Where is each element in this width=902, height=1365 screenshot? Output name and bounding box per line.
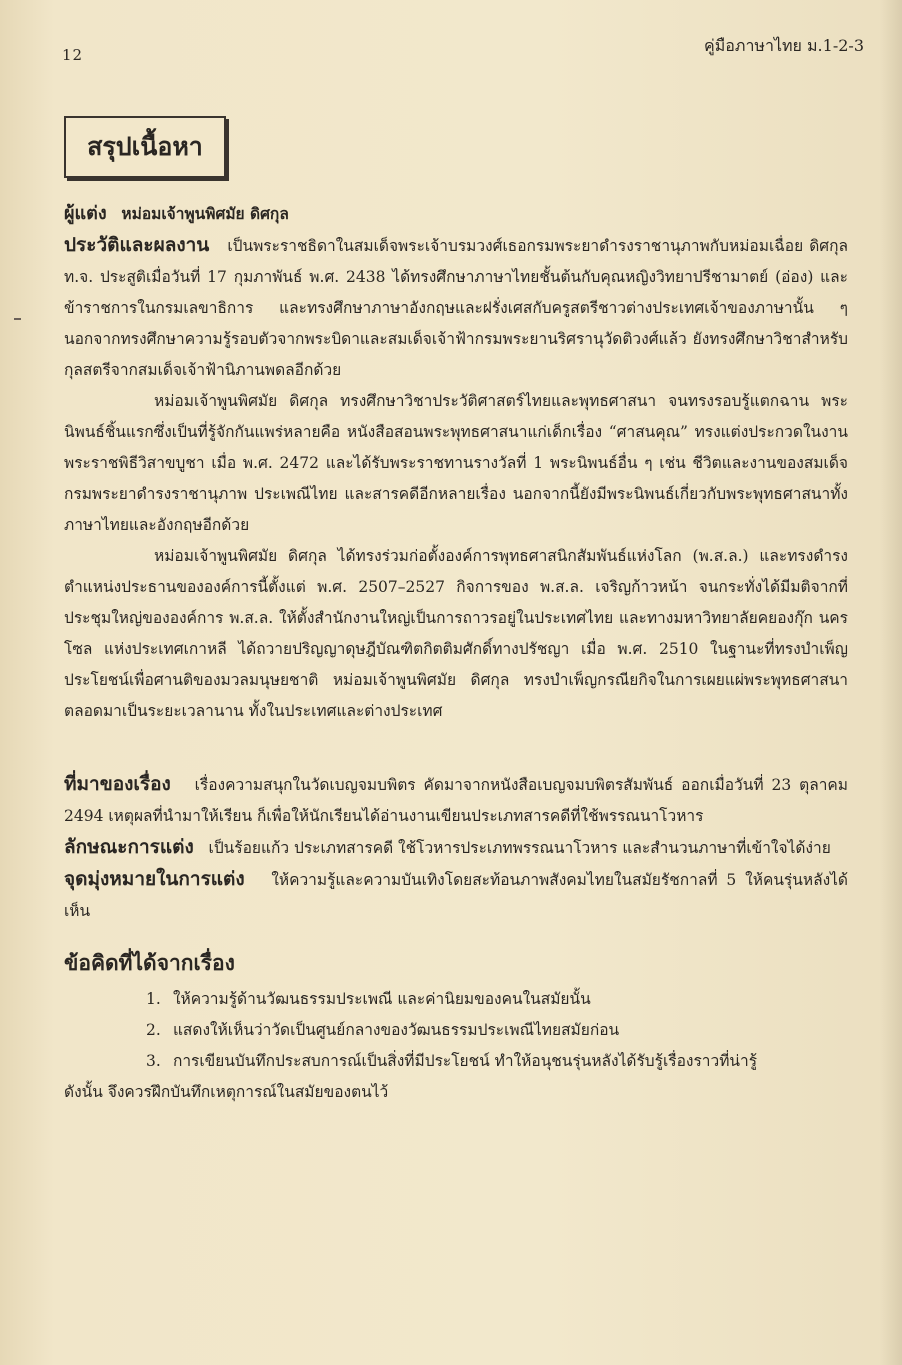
author-name: หม่อมเจ้าพูนพิศมัย ดิศกุล	[121, 204, 289, 223]
purpose-section	[64, 864, 848, 927]
biography-paragraph-3: หม่อมเจ้าพูนพิศมัย ดิศกุล ได้ทรงร่วมก่อตั้งองค์การพุทธศาสนิกสัมพันธ์แห่งโลก (พ.ส.ล.) และทรงดำรงตำแหน่งประธานขององค์การนี้ตั้งแต่ พ.ศ. 2507–2527 กิจการของ พ.ส.ล. เจริญก้าวหน้า จนกระทั่งได้มีมติจากที่ประชุมใหญ่ขององค์การ พ.ส.ล. ให้ตั้งสำนักงานใหญ่เป็นการถาวรอยู่ในประเทศไทย และทางมหาวิทยาลัยคยองกุ๊ก นครโซล แห่งประเทศเกาหลี ได้ถวายปริญญาดุษฎีบัณฑิตกิตติมศักดิ์ทางปรัชญา เมื่อ พ.ศ. 2510 ในฐานะที่ทรงบำเพ็ญประโยชน์เพื่อศานติของมวลมนุษยชาติ หม่อมเจ้าพูนพิศมัย ดิศกุล ทรงบำเพ็ญกรณียกิจในการเผยแผ่พระพุทธศาสนาตลอดมาเป็นระยะเวลานาน ทั้งในประเทศและต่างประเทศ	[64, 547, 848, 720]
lesson-text: ให้ความรู้ด้านวัฒนธรรมประเพณี และค่านิยมของคนในสมัยนั้น	[172, 990, 591, 1008]
lesson-number: 3.	[146, 1052, 161, 1070]
biography-paragraph-2: หม่อมเจ้าพูนพิศมัย ดิศกุล ทรงศึกษาวิชาประวัติศาสตร์ไทยและพุทธศาสนา จนทรงรอบรู้แตกฉาน พระนิพนธ์ชิ้นแรกซึ่งเป็นที่รู้จักกันแพร่หลายคือ หนังสือสอนพระพุทธศาสนาแก่เด็กเรื่อง “ศาสนคุณ” ทรงแต่งประกวดในงานพระราชพิธีวิสาขบูชา เมื่อ พ.ศ. 2472 และได้รับพระราชทานรางวัลที่ 1 พระนิพนธ์อื่น ๆ เช่น ชีวิตและงานของสมเด็จกรมพระยาดำรงราชานุภาพ ประเพณีไทย และสารคดีอีกหลายเรื่อง นอกจากนี้ยังมีพระนิพนธ์เกี่ยวกับพระพุทธศาสนาทั้งภาษาไทยและอังกฤษอีกด้วย	[64, 392, 848, 534]
lesson-item	[64, 984, 848, 1015]
lesson-number: 2.	[146, 1021, 161, 1039]
author-label: ผู้แต่ง	[64, 203, 107, 224]
main-content	[64, 198, 848, 1108]
margin-tick-mark	[14, 318, 21, 320]
lesson-item	[64, 1015, 848, 1046]
lesson-text: แสดงให้เห็นว่าวัดเป็นศูนย์กลางของวัฒนธรรมประเพณีไทยสมัยก่อน	[172, 1021, 620, 1039]
purpose-label: จุดมุ่งหมายในการแต่ง	[64, 868, 245, 890]
section-title: สรุปเนื้อหา	[87, 132, 203, 161]
running-header-book-title: คู่มือภาษาไทย ม.1-2-3	[704, 36, 864, 55]
lessons-closing: ดังนั้น จึงควรฝึกบันทึกเหตุการณ์ในสมัยของตนไว้	[64, 1083, 389, 1101]
lesson-text: การเขียนบันทึกประสบการณ์เป็นสิ่งที่มีประโยชน์ ทำให้อนุชนรุ่นหลังได้รับรู้เรื่องราวที่น่ารู้	[172, 1052, 758, 1070]
page-edge-shadow	[880, 0, 902, 1365]
source-text: เรื่องความสนุกในวัดเบญจมบพิตร คัดมาจากหนังสือเบญจมบพิตรสัมพันธ์ ออกเมื่อวันที่ 23 ตุลาคม 2494 เหตุผลที่นำมาให้เรียน ก็เพื่อให้นักเรียนได้อ่านงานเขียนประเภทสารคดีที่ใช้พรรณนาโวหาร	[64, 776, 848, 825]
section-title-box	[64, 116, 226, 178]
source-label: ที่มาของเรื่อง	[64, 773, 171, 795]
page-number: 12	[62, 46, 84, 64]
style-section	[64, 832, 848, 864]
lessons-list	[64, 984, 848, 1077]
lessons-heading: ข้อคิดที่ได้จากเรื่อง	[64, 950, 235, 975]
source-section	[64, 769, 848, 832]
author-line	[64, 198, 848, 230]
biography-paragraph-1	[64, 230, 848, 386]
biography-label: ประวัติและผลงาน	[64, 234, 210, 256]
biography-text-1: เป็นพระราชธิดาในสมเด็จพระเจ้าบรมวงศ์เธอกรมพระยาดำรงราชานุภาพกับหม่อมเฉื่อย ดิศกุล ท.จ. ประสูติเมื่อวันที่ 17 กุมภาพันธ์ พ.ศ. 2438 ได้ทรงศึกษาภาษาไทยชั้นต้นกับคุณหญิงวิทยาปรีชามาตย์ (อ่อง) และข้าราชการในกรมเลขาธิการ และทรงศึกษาภาษาอังกฤษและฝรั่งเศสกับครูสตรีชาวต่างประเทศเจ้าของภาษานั้น ๆ นอกจากทรงศึกษาความรู้รอบตัวจากพระบิดาและสมเด็จเจ้าฟ้ากรมพระยานริศรานุวัดติวงศ์แล้ว ยังทรงศึกษาวิชาสำหรับกุลสตรีจากสมเด็จเจ้าฟ้านิภานพดลอีกด้วย	[64, 237, 849, 379]
lesson-item	[64, 1046, 848, 1077]
lesson-number: 1.	[146, 990, 161, 1008]
purpose-text: ให้ความรู้และความบันเทิงโดยสะท้อนภาพสังคมไทยในสมัยรัชกาลที่ 5 ให้คนรุ่นหลังได้เห็น	[64, 871, 848, 920]
style-text: เป็นร้อยแก้ว ประเภทสารคดี ใช้โวหารประเภทพรรณนาโวหาร และสำนวนภาษาที่เข้าใจได้ง่าย	[208, 839, 831, 857]
style-label: ลักษณะการแต่ง	[64, 836, 194, 858]
